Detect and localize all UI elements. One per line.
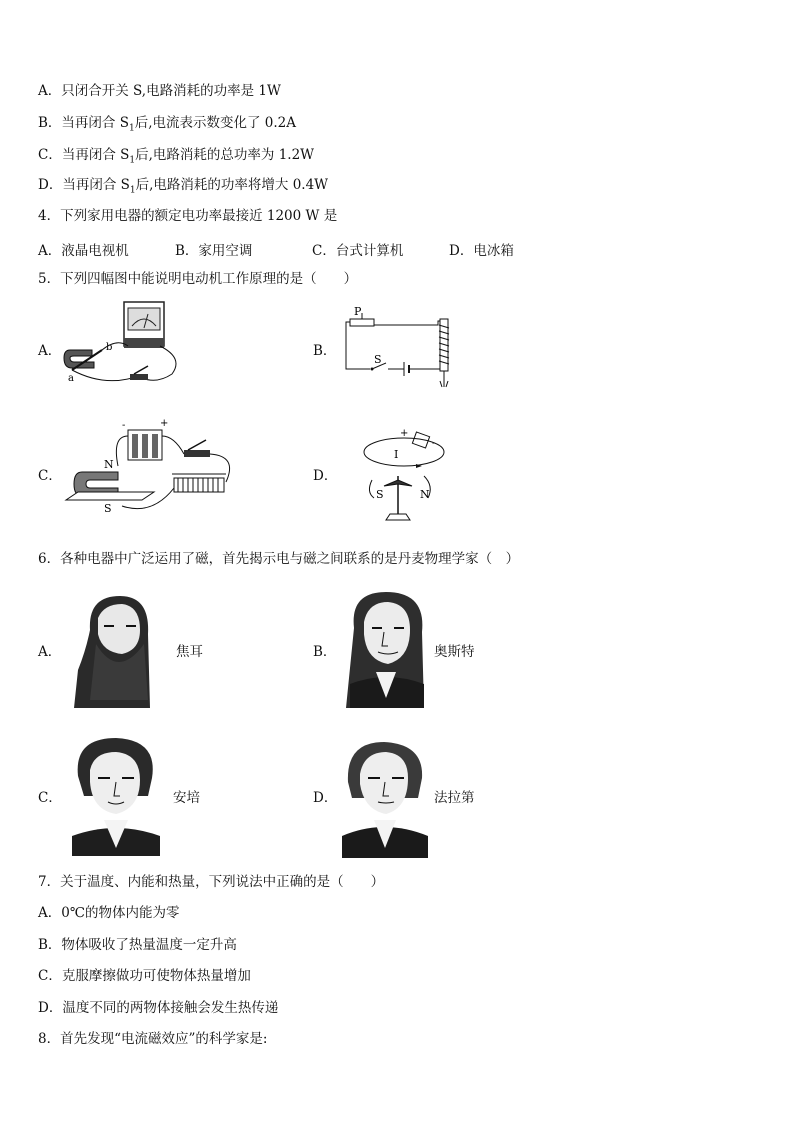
fig-a-label-a: a [68, 373, 74, 384]
q6-label-d: D． [313, 790, 338, 806]
q4-options [38, 239, 514, 259]
q7-option-d: D．温度不同的两物体接触会发生热传递 [38, 1000, 279, 1016]
scientist-name-b: 奥斯特 [434, 644, 475, 660]
fig-c-label-minus: - [122, 420, 126, 431]
q4-option-b: B．家用空调 [175, 243, 253, 259]
q5-label-b: B． [313, 343, 337, 359]
portrait-faraday [338, 738, 432, 858]
q5-figure-d [358, 424, 458, 524]
fig-d-label-s: S [376, 488, 384, 501]
q4-option-d: D．电冰箱 [449, 243, 514, 259]
q3-option-c: C．当再闭合 $S_1$后,电路消耗的总功率为 1.2W [38, 147, 315, 166]
q3-option-b: B．当再闭合 $S_1$后,电流表示数变化了 0.2A [38, 115, 297, 134]
q5-label-a: A． [38, 343, 62, 359]
portrait-ampere [66, 736, 166, 856]
q7-option-a: A．0℃的物体内能为零 [38, 905, 180, 921]
q3-option-d: D．当再闭合 $S_1$后,电路消耗的功率将增大 0.4W [38, 177, 329, 196]
scientist-name-c: 安培 [173, 790, 200, 806]
fig-a-label-b: b [106, 342, 113, 353]
q4-option-c: C．台式计算机 [312, 243, 404, 259]
q5-label-c: C． [38, 468, 62, 484]
q7-option-b: B．物体吸收了热量温度一定升高 [38, 937, 237, 953]
scientist-name-d: 法拉第 [434, 790, 475, 806]
q4-option-a: A．液晶电视机 [38, 243, 129, 259]
fig-d-label-i: I [394, 448, 399, 461]
q8-stem: 8．首先发现“电流磁效应”的科学家是: [38, 1031, 268, 1047]
q3-option-a: A．只闭合开关 S,电路消耗的功率是 1W [38, 83, 281, 99]
fig-d-label-n: N [420, 488, 430, 501]
q6-stem: 6．各种电器中广泛运用了磁，首先揭示电与磁之间联系的是丹麦物理学家（ ） [38, 551, 520, 567]
fig-b-label-s: S [374, 353, 382, 366]
scientist-name-a: 焦耳 [176, 644, 203, 660]
q4-stem: 4．下列家用电器的额定电功率最接近 1200 W 是 [38, 208, 338, 224]
portrait-joule [70, 590, 162, 708]
q5-figure-b [340, 303, 465, 388]
q7-option-c: C．克服摩擦做功可使物体热量增加 [38, 968, 251, 984]
fig-d-label-minus: - [432, 438, 436, 449]
q5-figure-c [62, 416, 242, 522]
q6-label-c: C． [38, 790, 62, 806]
q7-stem: 7．关于温度、内能和热量，下列说法中正确的是（ ） [38, 874, 385, 890]
fig-c-label-n: N [104, 458, 114, 471]
q5-label-d: D． [313, 468, 338, 484]
portrait-oersted [340, 588, 432, 708]
fig-c-label-plus: + [160, 418, 169, 429]
fig-c-label-s: S [104, 502, 112, 515]
q5-stem: 5．下列四幅图中能说明电动机工作原理的是（ ） [38, 271, 358, 287]
q6-label-a: A． [38, 644, 62, 660]
q6-label-b: B． [313, 644, 337, 660]
fig-d-label-plus: + [400, 428, 409, 439]
fig-b-label-p: P [354, 305, 362, 318]
q5-figure-a [62, 298, 187, 388]
